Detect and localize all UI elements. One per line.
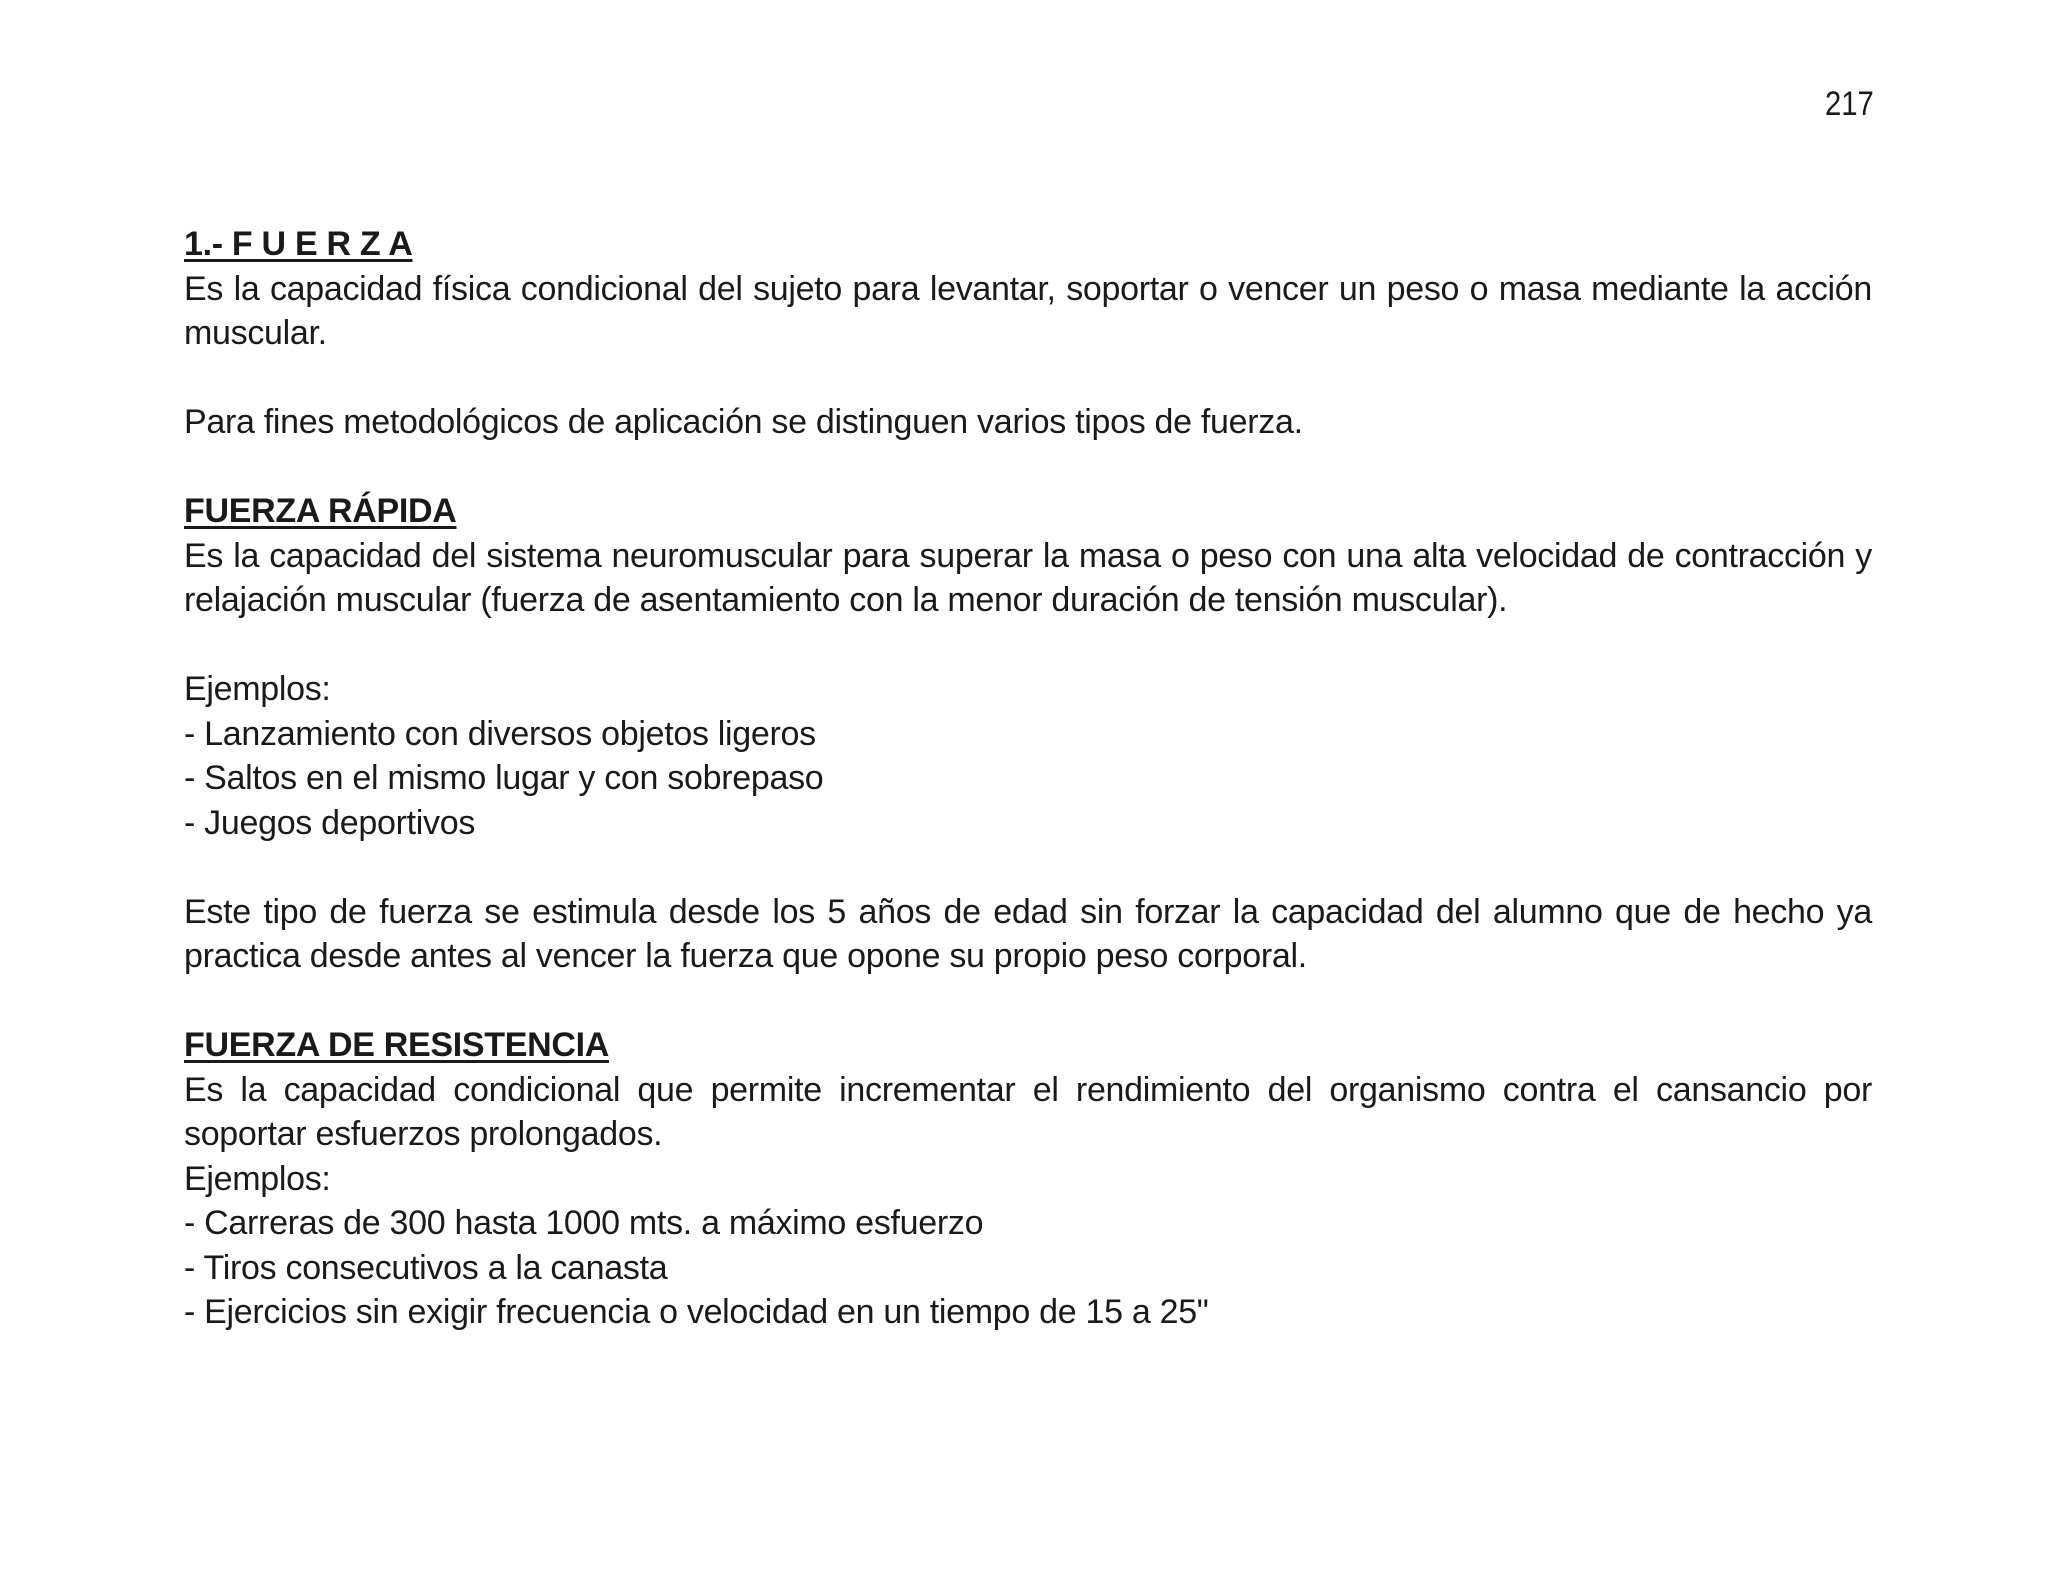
fuerza-rapida-note: Este tipo de fuerza se estimula desde los 5 años de edad sin forzar la capacidad del alumno que de hecho ya practica desde antes al vencer la fuerza que opone su propio peso corporal. [184,892,1872,975]
list-item: - Lanzamiento con diversos objetos ligeros [184,714,816,753]
document-body [184,222,1872,1335]
fuerza-resistencia-definition: Es la capacidad condicional que permite incrementar el rendimiento del organismo contra el cansancio por soportar esfuerzos prolongados. [184,1070,1872,1153]
list-item: - Saltos en el mismo lugar y con sobrepaso [184,759,824,797]
fuerza-resistencia-examples-label: Ejemplos: [184,1159,331,1198]
fuerza-definition: Es la capacidad física condicional del sujeto para levantar, soportar o vencer un peso o masa mediante la acción muscular. [184,269,1872,352]
page-number: 217 [1825,85,1874,123]
list-item: - Juegos deportivos [184,803,476,842]
section-heading-fuerza-rapida: FUERZA RÁPIDA [184,492,457,530]
fuerza-rapida-examples-label: Ejemplos: [184,670,331,708]
list-item: - Tiros consecutivos a la canasta [184,1248,668,1287]
list-item: - Carreras de 300 hasta 1000 mts. a máximo esfuerzo [184,1204,984,1242]
section-heading-fuerza-resistencia: FUERZA DE RESISTENCIA [184,1026,610,1064]
section-heading-fuerza: 1.- F U E R Z A [184,225,413,263]
fuerza-intro: Para fines metodológicos de aplicación se distinguen varios tipos de fuerza. [184,403,1303,441]
fuerza-rapida-definition: Es la capacidad del sistema neuromuscular para superar la masa o peso con una alta velocidad de contracción y relajación muscular (fuerza de asentamiento con la menor duración de tensión muscular). [184,536,1872,619]
list-item: - Ejercicios sin exigir frecuencia o velocidad en un tiempo de 15 a 25" [184,1293,1209,1331]
